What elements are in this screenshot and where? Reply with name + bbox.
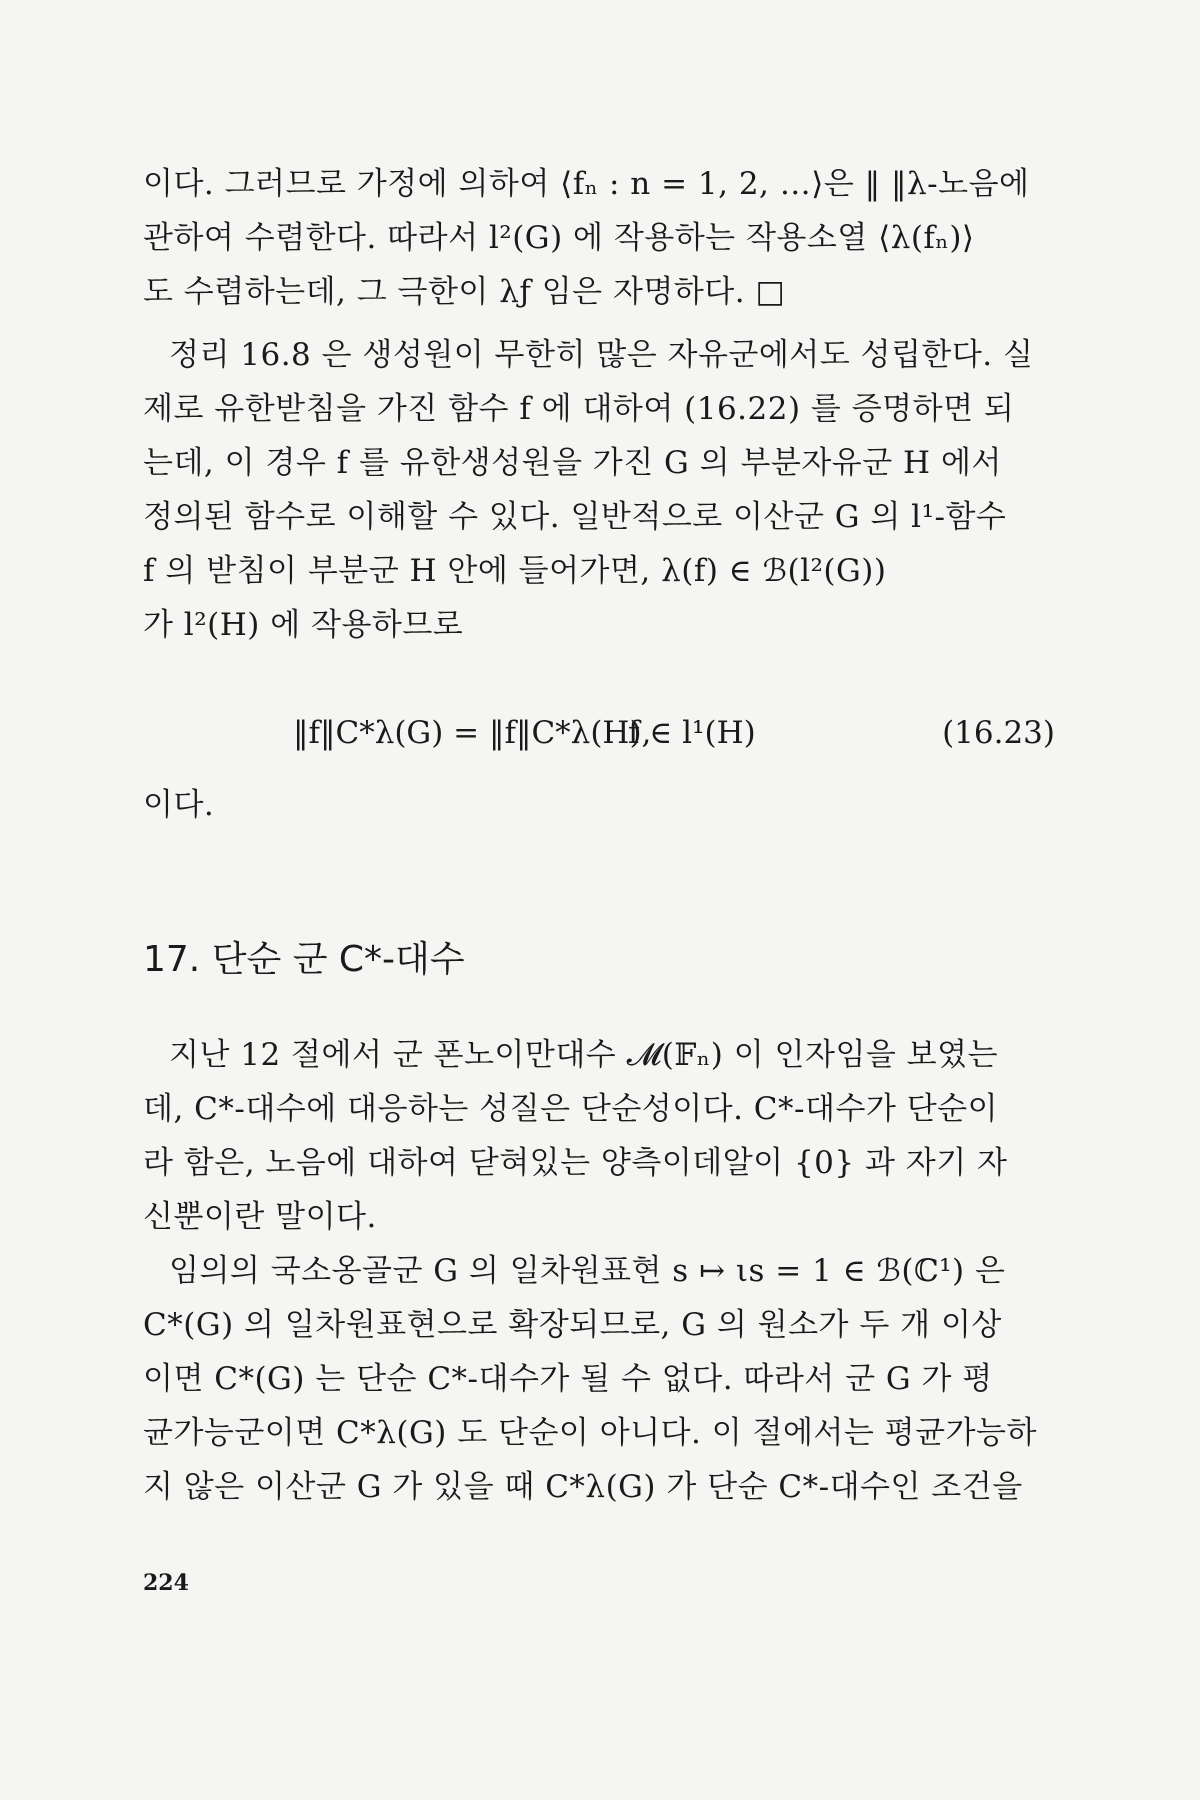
equation-lhs: ‖f‖C*λ(G) = ‖f‖C*λ(H), xyxy=(293,715,652,751)
text-line: 라 함은, 노음에 대하여 닫혀있는 양측이데알이 {0} 과 자기 자 xyxy=(143,1145,1008,1181)
text-line: C*(G) 의 일차원표현으로 확장되므로, G 의 원소가 두 개 이상 xyxy=(143,1307,1002,1343)
text-line: 관하여 수렴한다. 따라서 l²(G) 에 작용하는 작용소열 ⟨λ(fₙ)⟩ xyxy=(143,220,975,256)
text-line: 제로 유한받침을 가진 함수 f 에 대하여 (16.22) 를 증명하면 되 xyxy=(143,391,1015,427)
text-line: 지 않은 이산군 G 가 있을 때 C*λ(G) 가 단순 C*-대수인 조건을 xyxy=(143,1469,1023,1505)
page-number: 224 xyxy=(143,1570,189,1596)
equation-condition: f ∈ l¹(H) xyxy=(628,715,756,751)
text-line: 이다. 그러므로 가정에 의하여 ⟨fₙ : n = 1, 2, …⟩은 ‖ ‖λ-노음에 xyxy=(143,166,1030,202)
text-line: 는데, 이 경우 f 를 유한생성원을 가진 G 의 부분자유군 H 에서 xyxy=(143,445,1002,481)
text-line: f 의 받침이 부분군 H 안에 들어가면, λ(f) ∈ ℬ(l²(G)) xyxy=(143,553,887,589)
paragraph-representation xyxy=(143,1244,1055,1514)
text-line: 정리 16.8 은 생성원이 무한히 많은 자유군에서도 성립한다. 실 xyxy=(169,337,1034,373)
text-line: 신뿐이란 말이다. xyxy=(143,1199,377,1235)
section-heading: 17. 단순 군 C*-대수 xyxy=(143,939,465,980)
paragraph-theorem-remark xyxy=(143,328,1055,652)
paragraph-conclusion xyxy=(143,778,1055,832)
text-line: 이다. xyxy=(143,787,215,823)
paragraph-proof-end xyxy=(143,157,1055,319)
text-line: 도 수렴하는데, 그 극한이 λƒ 임은 자명하다. □ xyxy=(143,274,786,310)
text-line: 이면 C*(G) 는 단순 C*-대수가 될 수 없다. 따라서 군 G 가 평 xyxy=(143,1361,993,1397)
text-line: 균가능군이면 C*λ(G) 도 단순이 아니다. 이 절에서는 평균가능하 xyxy=(143,1415,1037,1451)
text-line: 지난 12 절에서 군 폰노이만대수 𝓜(𝔽ₙ) 이 인자임을 보였는 xyxy=(169,1037,999,1073)
paragraph-intro xyxy=(143,1028,1055,1244)
display-equation xyxy=(143,706,1055,760)
text-line: 데, C*-대수에 대응하는 성질은 단순성이다. C*-대수가 단순이 xyxy=(143,1091,999,1127)
text-line: 임의의 국소옹골군 G 의 일차원표현 s ↦ ιs = 1 ∈ ℬ(ℂ¹) 은 xyxy=(169,1253,1006,1289)
equation-number: (16.23) xyxy=(942,715,1055,751)
text-line: 가 l²(H) 에 작용하므로 xyxy=(143,607,464,643)
text-line: 정의된 함수로 이해할 수 있다. 일반적으로 이산군 G 의 l¹-함수 xyxy=(143,499,1007,535)
